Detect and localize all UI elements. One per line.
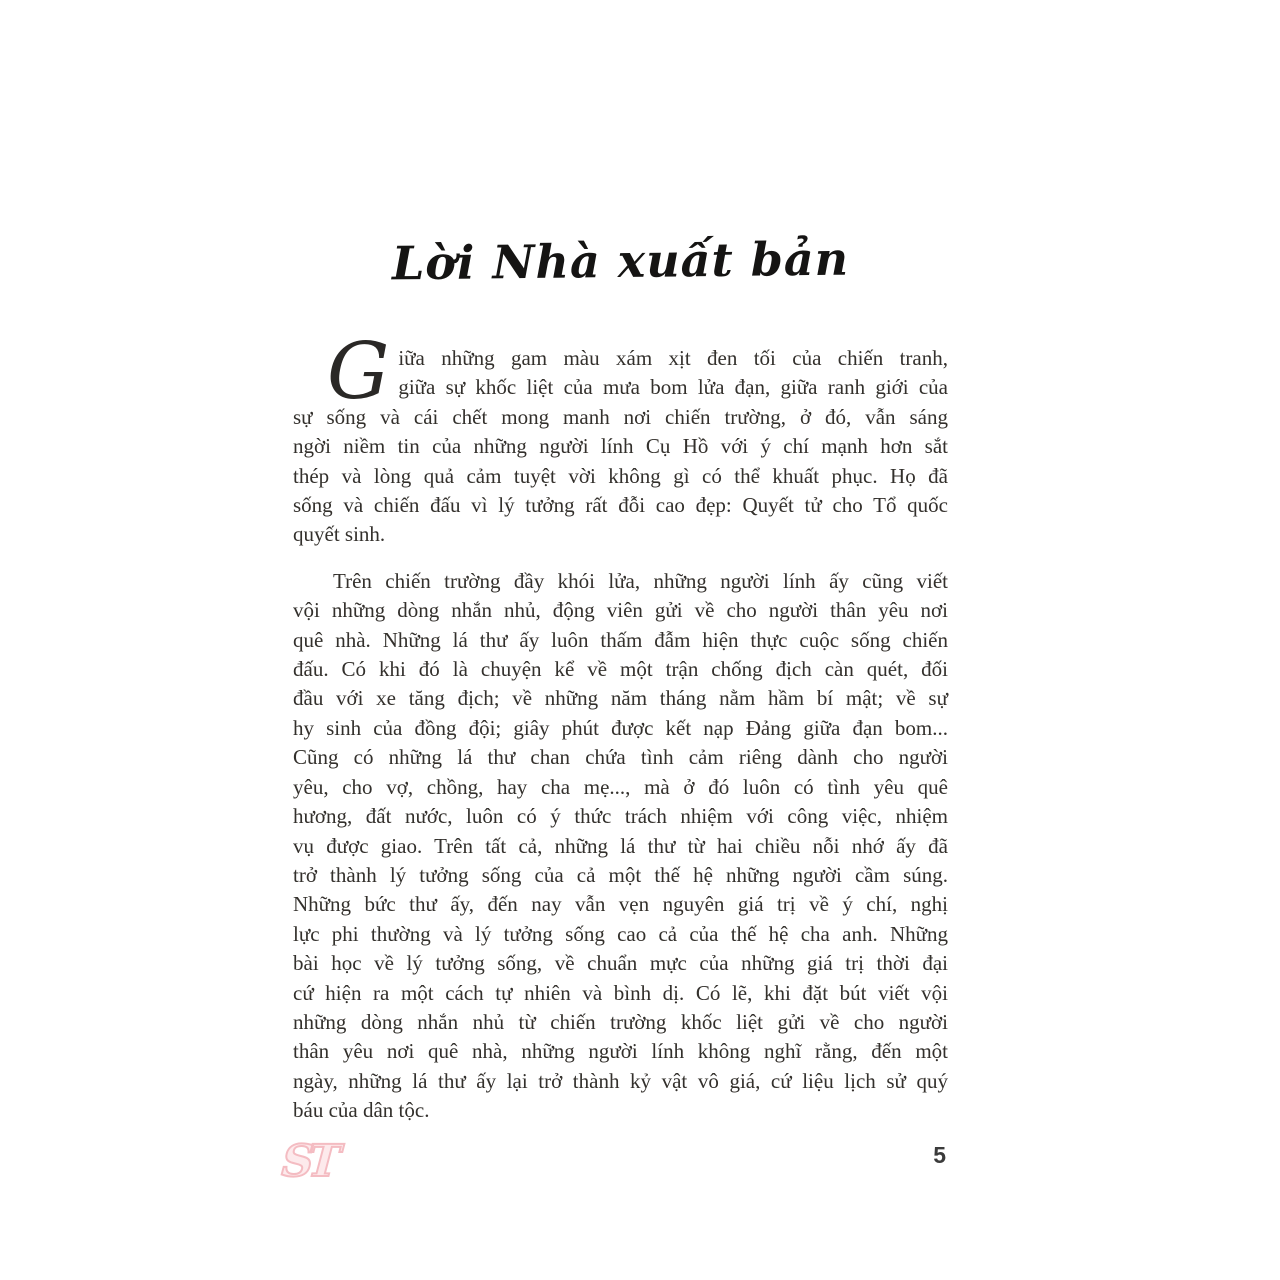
text-line: ngời niềm tin của những người lính Cụ Hồ với ý chí mạnh hơn sắt bbox=[293, 434, 948, 459]
page-title: Lời Nhà xuất bản bbox=[391, 231, 850, 291]
text-line: đấu. Có khi đó là chuyện kể về một trận chống địch càn quét, đối bbox=[293, 657, 948, 682]
text-line: báu của dân tộc. bbox=[293, 1098, 430, 1123]
paragraph-2-lines bbox=[293, 567, 948, 1126]
text-line: hy sinh của đồng đội; giây phút được kết nạp Đảng giữa đạn bom... bbox=[293, 715, 948, 740]
text-line: ngày, những lá thư ấy lại trở thành kỷ vật vô giá, cứ liệu lịch sử quý bbox=[293, 1068, 948, 1093]
text-line: cứ hiện ra một cách tự nhiên và bình dị. Có lẽ, khi đặt bút viết vội bbox=[293, 980, 948, 1005]
text-line: hương, đất nước, luôn có ý thức trách nhiệm với công việc, nhiệm bbox=[293, 804, 948, 829]
text-line: vội những dòng nhắn nhủ, động viên gửi về cho người thân yêu nơi bbox=[293, 598, 948, 623]
text-line: thân yêu nơi quê nhà, những người lính không nghĩ rằng, đến một bbox=[293, 1039, 948, 1064]
text-line: Trên chiến trường đầy khói lửa, những người lính ấy cũng viết bbox=[333, 568, 948, 593]
text-line: những dòng nhắn nhủ từ chiến trường khốc liệt gửi về cho người bbox=[293, 1009, 948, 1034]
text-line: đầu với xe tăng địch; về những năm tháng nằm hầm bí mật; về sự bbox=[293, 686, 948, 711]
text-line: quê nhà. Những lá thư ấy luôn thấm đẫm hiện thực cuộc sống chiến bbox=[293, 627, 948, 652]
text-line: trở thành lý tưởng sống của cả một thế hệ những người cầm súng. bbox=[293, 862, 948, 887]
text-line: sự sống và cái chết mong manh nơi chiến trường, ở đó, vẫn sáng bbox=[293, 404, 948, 429]
text-line: bài học về lý tưởng sống, về chuẩn mực của những giá trị thời đại bbox=[293, 951, 948, 976]
text-line: quyết sinh. bbox=[293, 522, 386, 547]
text-line: lực phi thường và lý tưởng sống cao cả của thế hệ cha anh. Những bbox=[293, 921, 948, 946]
text-line: giữa sự khốc liệt của mưa bom lửa đạn, giữa ranh giới của bbox=[398, 375, 948, 400]
body-text bbox=[293, 327, 948, 1126]
paragraph-2 bbox=[293, 567, 948, 1126]
text-line: iữa những gam màu xám xịt đen tối của chiến tranh, bbox=[398, 346, 948, 370]
drop-cap: G bbox=[327, 327, 390, 417]
text-line: Những bức thư ấy, đến nay vẫn vẹn nguyên giá trị về ý chí, nghị bbox=[293, 892, 948, 917]
text-line: sống và chiến đấu vì lý tưởng rất đỗi cao đẹp: Quyết tử cho Tổ quốc bbox=[293, 493, 948, 518]
paragraph-1 bbox=[293, 327, 948, 550]
text-line: Cũng có những lá thư chan chứa tình cảm riêng dành cho người bbox=[293, 745, 948, 770]
publisher-stamp-logo: ST bbox=[280, 1136, 337, 1187]
text-line: yêu, cho vợ, chồng, hay cha mẹ..., mà ở đó luôn có tình yêu quê bbox=[293, 774, 948, 799]
text-line: thép và lòng quả cảm tuyệt vời không gì có thể khuất phục. Họ đã bbox=[293, 463, 948, 488]
text-line: vụ được giao. Trên tất cả, những lá thư từ hai chiều nỗi nhớ ấy đã bbox=[293, 833, 948, 858]
page-number: 5 bbox=[933, 1142, 946, 1168]
